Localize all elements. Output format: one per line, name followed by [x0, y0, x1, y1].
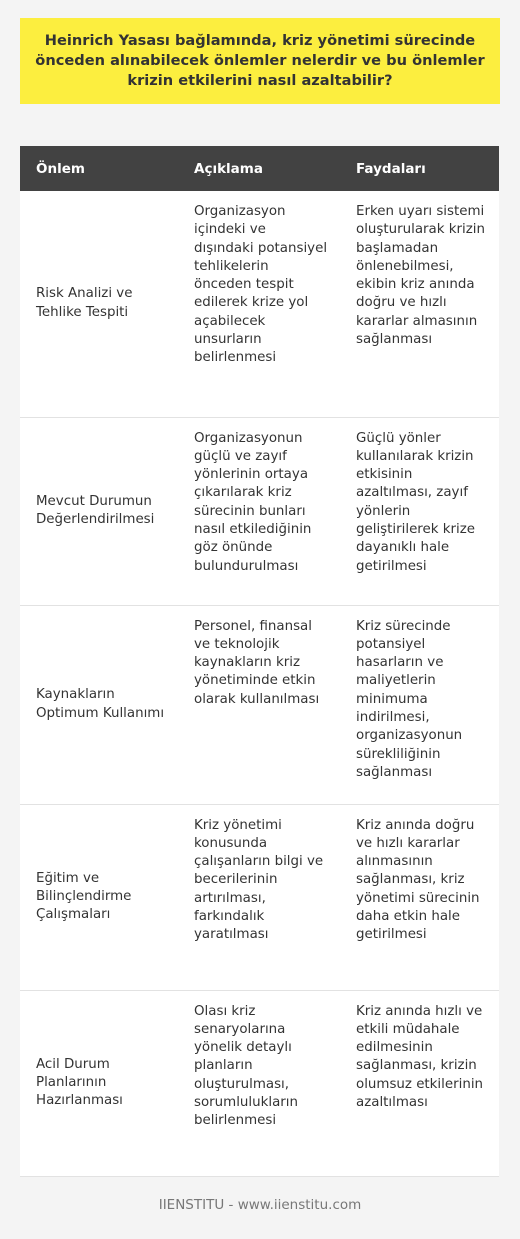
header-description: Açıklama — [178, 146, 340, 191]
table-header-row — [20, 146, 499, 191]
measure-cell: Acil Durum Planlarının Hazırlanması — [20, 990, 178, 1176]
header-benefits: Faydaları — [340, 146, 499, 191]
description-cell: Organizasyonun güçlü ve zayıf yönlerinin ortaya çıkarılarak kriz sürecinin bunları nasıl etkilediğinin göz önünde bulundurulması — [178, 417, 340, 605]
table-row — [20, 605, 499, 804]
description-cell: Personel, finansal ve teknolojik kaynakların kriz yönetiminde etkin olarak kullanılması — [178, 605, 340, 804]
measure-cell: Risk Analizi ve Tehlike Tespiti — [20, 191, 178, 417]
description-cell: Organizasyon içindeki ve dışındaki potansiyel tehlikelerin önceden tespit edilerek krize yol açabilecek unsurların belirlenmesi — [178, 191, 340, 417]
measure-cell: Mevcut Durumun Değerlendirilmesi — [20, 417, 178, 605]
table-row — [20, 990, 499, 1176]
table-row — [20, 417, 499, 605]
benefits-cell: Kriz anında doğru ve hızlı kararlar alınmasının sağlanması, kriz yönetimi sürecinin daha etkin hale getirilmesi — [340, 804, 499, 990]
benefits-cell: Güçlü yönler kullanılarak krizin etkisinin azaltılması, zayıf yönlerin geliştirilerek krize dayanıklı hale getirilmesi — [340, 417, 499, 605]
page-title: Heinrich Yasası bağlamında, kriz yönetimi sürecinde önceden alınabilecek önlemler nelerdir ve bu önlemler krizin etkilerini nasıl azaltabilir? — [35, 32, 485, 89]
table-row — [20, 804, 499, 990]
benefits-cell: Kriz anında hızlı ve etkili müdahale edilmesinin sağlanması, krizin olumsuz etkilerinin azaltılması — [340, 990, 499, 1176]
description-cell: Olası kriz senaryolarına yönelik detaylı planların oluşturulması, sorumlulukların belirlenmesi — [178, 990, 340, 1176]
measures-table — [20, 146, 499, 1177]
measure-cell: Kaynakların Optimum Kullanımı — [20, 605, 178, 804]
footer-credit: IIENSTITU - www.iienstitu.com — [158, 1197, 362, 1213]
description-cell: Kriz yönetimi konusunda çalışanların bilgi ve becerilerinin artırılması, farkındalık yaratılması — [178, 804, 340, 990]
benefits-cell: Erken uyarı sistemi oluşturularak krizin başlamadan önlenebilmesi, ekibin kriz anında doğru ve hızlı kararlar almasının sağlanması — [340, 191, 499, 417]
benefits-cell: Kriz sürecinde potansiyel hasarların ve maliyetlerin minimuma indirilmesi, organizasyonun sürekliliğinin sağlanması — [340, 605, 499, 804]
title-banner — [20, 18, 500, 104]
measure-cell: Eğitim ve Bilinçlendirme Çalışmaları — [20, 804, 178, 990]
header-measure: Önlem — [20, 146, 178, 191]
table-row — [20, 191, 499, 417]
